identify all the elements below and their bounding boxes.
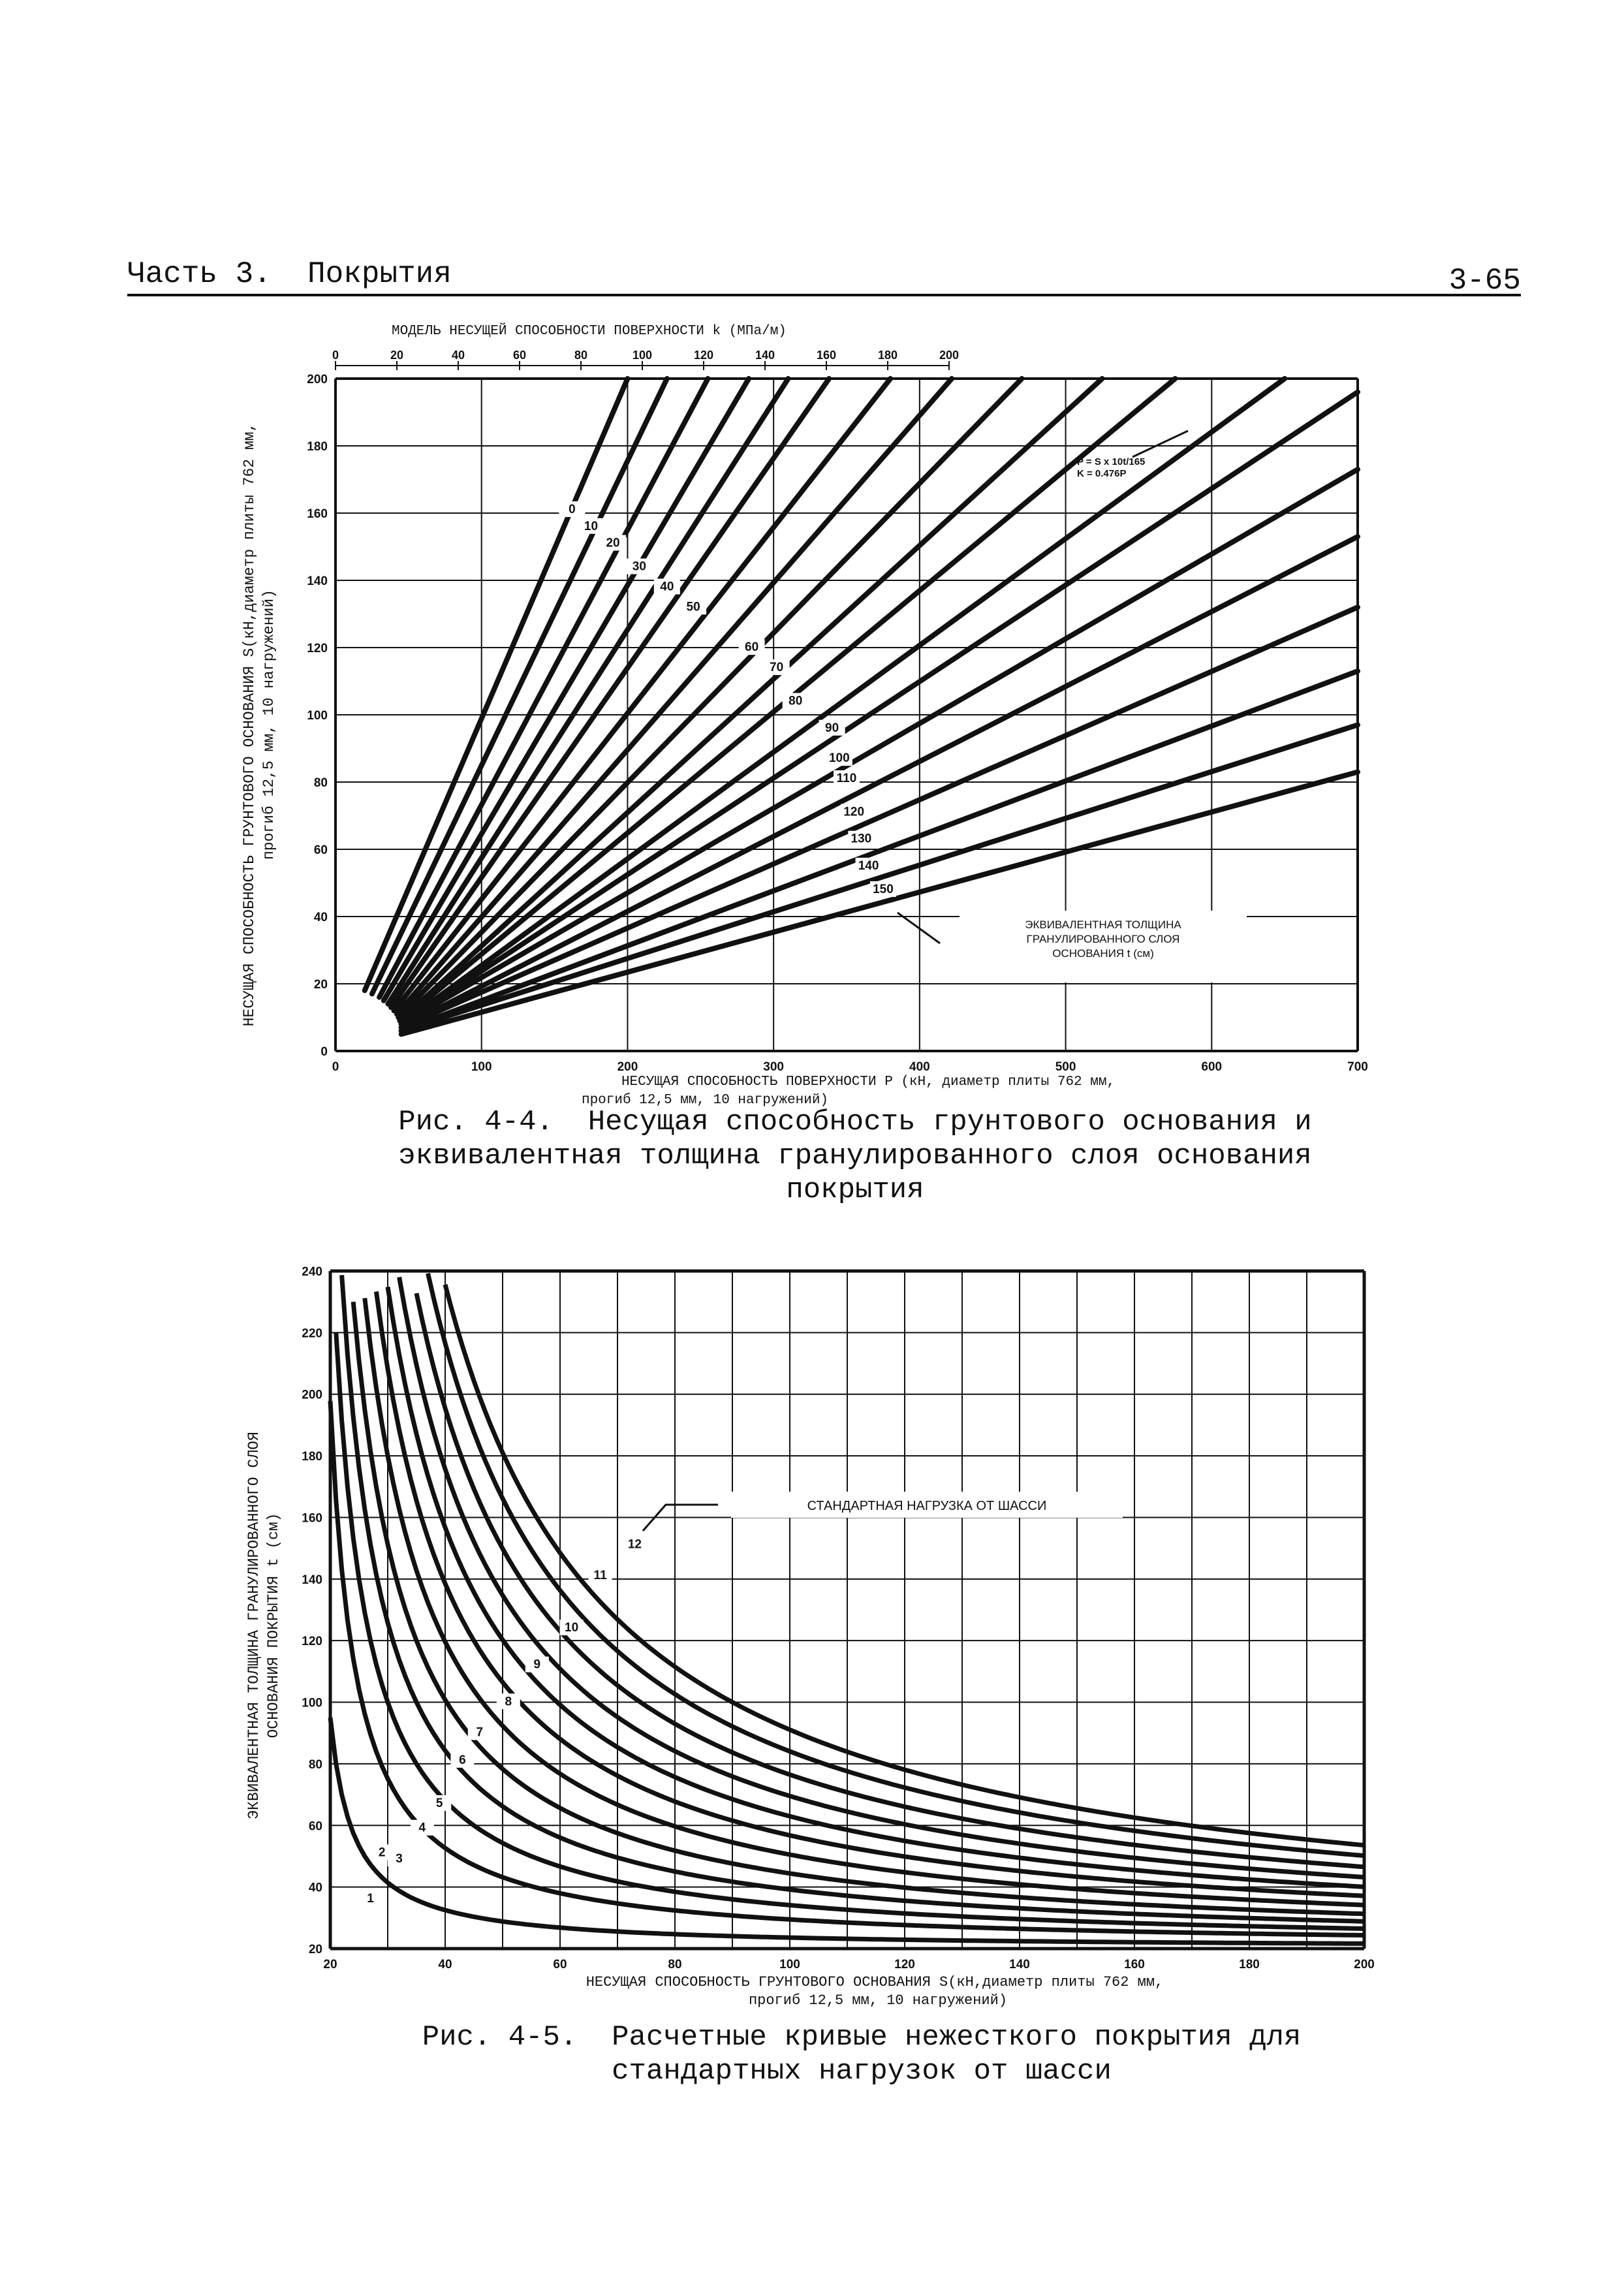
y-tick-label: 40 <box>313 911 328 924</box>
curve-label: 10 <box>565 1621 579 1635</box>
top-tick-label: 0 <box>332 349 339 362</box>
annotation-text: СТАНДАРТНАЯ НАГРУЗКА ОТ ШАССИ <box>807 1499 1047 1513</box>
y-tick-label: 80 <box>313 776 328 790</box>
top-axis-label: МОДЕЛЬ НЕСУЩЕЙ СПОСОБНОСТИ ПОВЕРХНОСТИ k (МПа/м) <box>392 324 787 339</box>
top-tick-label: 120 <box>693 349 714 362</box>
top-tick-label: 160 <box>816 349 837 362</box>
curve-label: 2 <box>378 1845 386 1860</box>
curve-4 <box>342 1275 1364 1921</box>
x-tick-label: 60 <box>553 1958 567 1971</box>
formula-line-2: K = 0.476P <box>1077 468 1127 479</box>
x-axis-label-line1: НЕСУЩАЯ СПОСОБНОСТЬ ГРУНТОВОГО ОСНОВАНИЯ S(кН,диаметр плиты 762 мм, <box>586 1974 1164 1990</box>
y-tick-label: 160 <box>302 1511 322 1526</box>
y-axis-label-line1: НЕСУЩАЯ СПОСОБНОСТЬ ГРУНТОВОГО ОСНОВАНИЯ S(кН,диаметр плиты 762 мм, <box>241 422 258 1027</box>
y-tick-label: 140 <box>302 1573 322 1587</box>
top-tick-label: 20 <box>390 349 404 362</box>
formula-line-1: P = S x 10t/165 <box>1077 456 1146 467</box>
x-tick-label: 300 <box>763 1060 784 1074</box>
series-label: 70 <box>770 661 784 675</box>
y-tick-label: 140 <box>307 574 328 588</box>
curve-label: 9 <box>533 1657 541 1672</box>
legend-text: ЭКВИВАЛЕНТНАЯ ТОЛЩИНА <box>1025 918 1181 931</box>
series-label: 50 <box>686 600 700 614</box>
curve-label: 7 <box>476 1725 484 1740</box>
x-tick-label: 200 <box>1354 1958 1375 1971</box>
x-tick-label: 120 <box>894 1958 915 1971</box>
curve-8 <box>388 1287 1364 1887</box>
x-tick-label: 400 <box>909 1060 930 1074</box>
y-tick-label: 200 <box>307 373 328 386</box>
y-tick-label: 180 <box>302 1450 322 1464</box>
x-tick-label: 0 <box>332 1060 339 1074</box>
series-label: 130 <box>851 832 872 846</box>
y-tick-label: 100 <box>302 1696 322 1710</box>
curve-10 <box>416 1293 1364 1867</box>
x-tick-label: 100 <box>471 1060 492 1074</box>
x-tick-label: 200 <box>617 1060 638 1074</box>
series-label: 0 <box>569 503 576 516</box>
curve-label: 3 <box>396 1851 403 1866</box>
figure-4-5-caption: Рис. 4-5. Расчетные кривые нежесткого покрытия для стандартных нагрузок от шасси <box>422 2021 1319 2088</box>
curve-label: 11 <box>593 1568 607 1582</box>
y-axis-label-line2: прогиб 12,5 мм, 10 нагружений) <box>260 589 277 860</box>
page-number: 3-65 <box>1448 264 1521 298</box>
y-tick-label: 120 <box>302 1635 322 1649</box>
x-tick-label: 160 <box>1124 1958 1145 1971</box>
y-tick-label: 100 <box>307 709 328 723</box>
y-tick-label: 20 <box>308 1943 322 1956</box>
series-label: 90 <box>825 721 839 735</box>
y-tick-label: 60 <box>308 1819 322 1834</box>
series-label: 100 <box>828 751 850 766</box>
y-tick-label: 20 <box>313 978 328 992</box>
x-axis-label-line2: прогиб 12,5 мм, 10 нагружений) <box>581 1093 829 1108</box>
curve-label: 6 <box>459 1753 466 1767</box>
figure-4-4-caption: Рис. 4-4. Несущая способность грунтового основания и эквивалентная толщина гранулированного слоя основания покрытия <box>398 1106 1330 1206</box>
curve-label: 12 <box>627 1537 642 1552</box>
series-label: 40 <box>660 580 674 594</box>
y-tick-label: 80 <box>308 1757 322 1772</box>
x-tick-label: 80 <box>668 1958 682 1971</box>
curve-label: 8 <box>505 1695 512 1709</box>
y-tick-label: 220 <box>302 1327 322 1341</box>
top-tick-label: 80 <box>574 349 588 362</box>
series-label: 80 <box>789 694 803 708</box>
top-tick-label: 200 <box>939 349 959 362</box>
x-tick-label: 100 <box>779 1958 800 1971</box>
curve-label: 5 <box>435 1796 443 1810</box>
y-tick-label: 240 <box>302 1265 322 1279</box>
y-axis-label-line2: ОСНОВАНИЯ ПОКРЫТИЯ t (см) <box>265 1513 282 1738</box>
y-tick-label: 160 <box>307 507 328 521</box>
y-tick-label: 60 <box>313 843 328 857</box>
series-label: 150 <box>873 882 894 896</box>
top-tick-label: 140 <box>755 349 775 362</box>
top-tick-label: 60 <box>512 349 527 362</box>
y-tick-label: 0 <box>320 1045 328 1059</box>
x-tick-label: 180 <box>1239 1958 1260 1971</box>
series-label: 20 <box>606 536 620 550</box>
x-tick-label: 140 <box>1009 1958 1030 1971</box>
series-label: 10 <box>584 519 599 533</box>
curve-7 <box>376 1292 1364 1896</box>
series-label: 60 <box>745 640 759 655</box>
series-label: 30 <box>632 559 646 574</box>
curve-label: 1 <box>367 1892 374 1906</box>
x-tick-label: 40 <box>438 1958 452 1971</box>
x-axis-label-line2: прогиб 12,5 мм, 10 нагружений) <box>748 1992 1008 2009</box>
top-tick-label: 180 <box>877 349 898 362</box>
y-tick-label: 40 <box>308 1881 322 1895</box>
series-label: 140 <box>858 858 879 873</box>
legend-text: ОСНОВАНИЯ t (см) <box>1052 947 1154 960</box>
series-label: 120 <box>843 805 865 819</box>
series-label: 110 <box>836 772 857 785</box>
top-tick-label: 100 <box>632 349 653 362</box>
curve-9 <box>399 1277 1364 1877</box>
x-tick-label: 600 <box>1201 1060 1223 1074</box>
x-tick-label: 500 <box>1055 1060 1076 1074</box>
legend-text: ГРАНУЛИРОВАННОГО СЛОЯ <box>1026 933 1180 945</box>
curve-label: 4 <box>418 1821 426 1835</box>
y-tick-label: 200 <box>302 1388 322 1402</box>
y-axis-label-line1: ЭКВИВАЛЕНТНАЯ ТОЛЩИНА ГРАНУЛИРОВАННОГО СЛОЯ <box>245 1432 262 1819</box>
top-tick-label: 40 <box>451 349 465 362</box>
x-axis-label-line1: НЕСУЩАЯ СПОСОБНОСТЬ ПОВЕРХНОСТИ P (кН, диаметр плиты 762 мм, <box>621 1075 1116 1090</box>
x-tick-label: 20 <box>323 1958 337 1971</box>
x-tick-label: 700 <box>1347 1060 1368 1074</box>
y-tick-label: 180 <box>307 440 328 454</box>
section-title: Часть 3. Покрытия <box>127 257 452 291</box>
y-tick-label: 120 <box>307 642 328 655</box>
